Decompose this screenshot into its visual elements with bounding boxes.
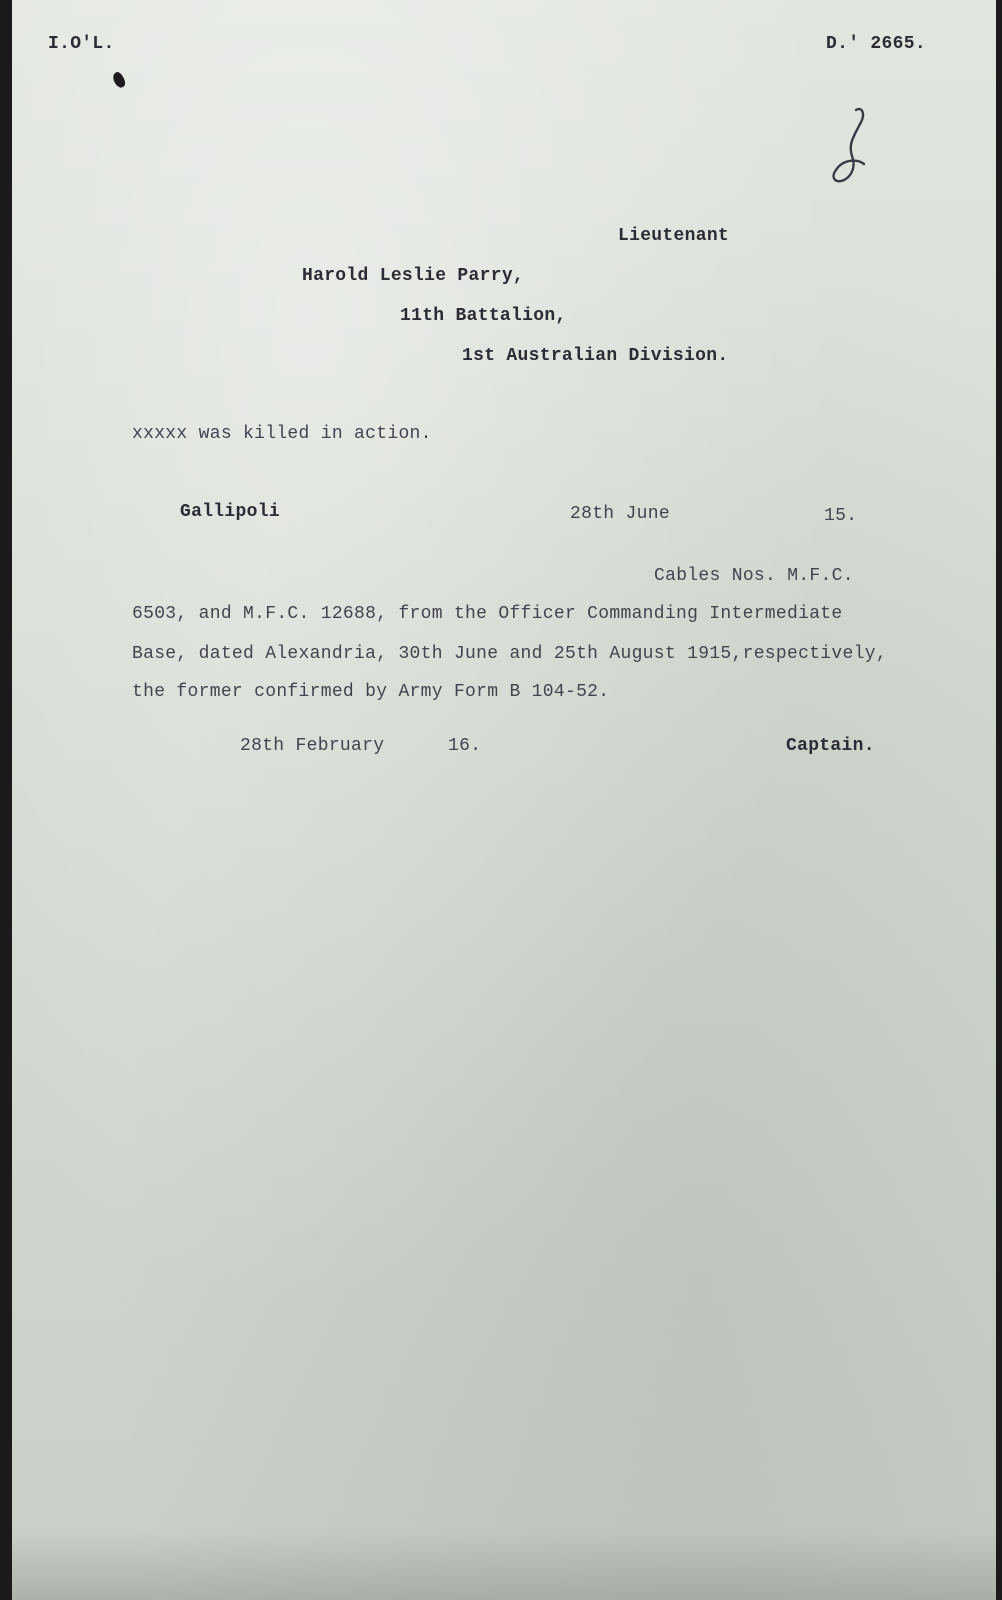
reference-line-4: the former confirmed by Army Form B 104-52.: [132, 682, 610, 702]
reference-line-2: 6503, and M.F.C. 12688, from the Officer Commanding Intermediate: [132, 604, 843, 624]
handwritten-initial-icon: [822, 104, 872, 186]
rank: Lieutenant: [618, 226, 730, 246]
event-year: 15.: [824, 506, 858, 526]
document-page: [12, 0, 996, 1600]
footer-year: 16.: [448, 736, 482, 756]
ink-mark: [111, 71, 128, 90]
document-number: D.' 2665.: [826, 34, 926, 54]
office-code: I.O'L.: [48, 34, 115, 54]
soldier-name: Harold Leslie Parry,: [302, 266, 525, 286]
status-statement: xxxxx was killed in action.: [132, 424, 432, 444]
event-place: Gallipoli: [180, 502, 280, 522]
reference-line-3: Base, dated Alexandria, 30th June and 25th August 1915,respectively,: [132, 644, 887, 664]
signatory-title: Captain.: [786, 736, 875, 756]
footer-date: 28th February: [240, 736, 385, 756]
event-date: 28th June: [570, 504, 670, 524]
reference-line-1: Cables Nos. M.F.C.: [654, 566, 854, 586]
division: 1st Australian Division.: [462, 346, 729, 366]
battalion: 11th Battalion,: [400, 306, 567, 326]
